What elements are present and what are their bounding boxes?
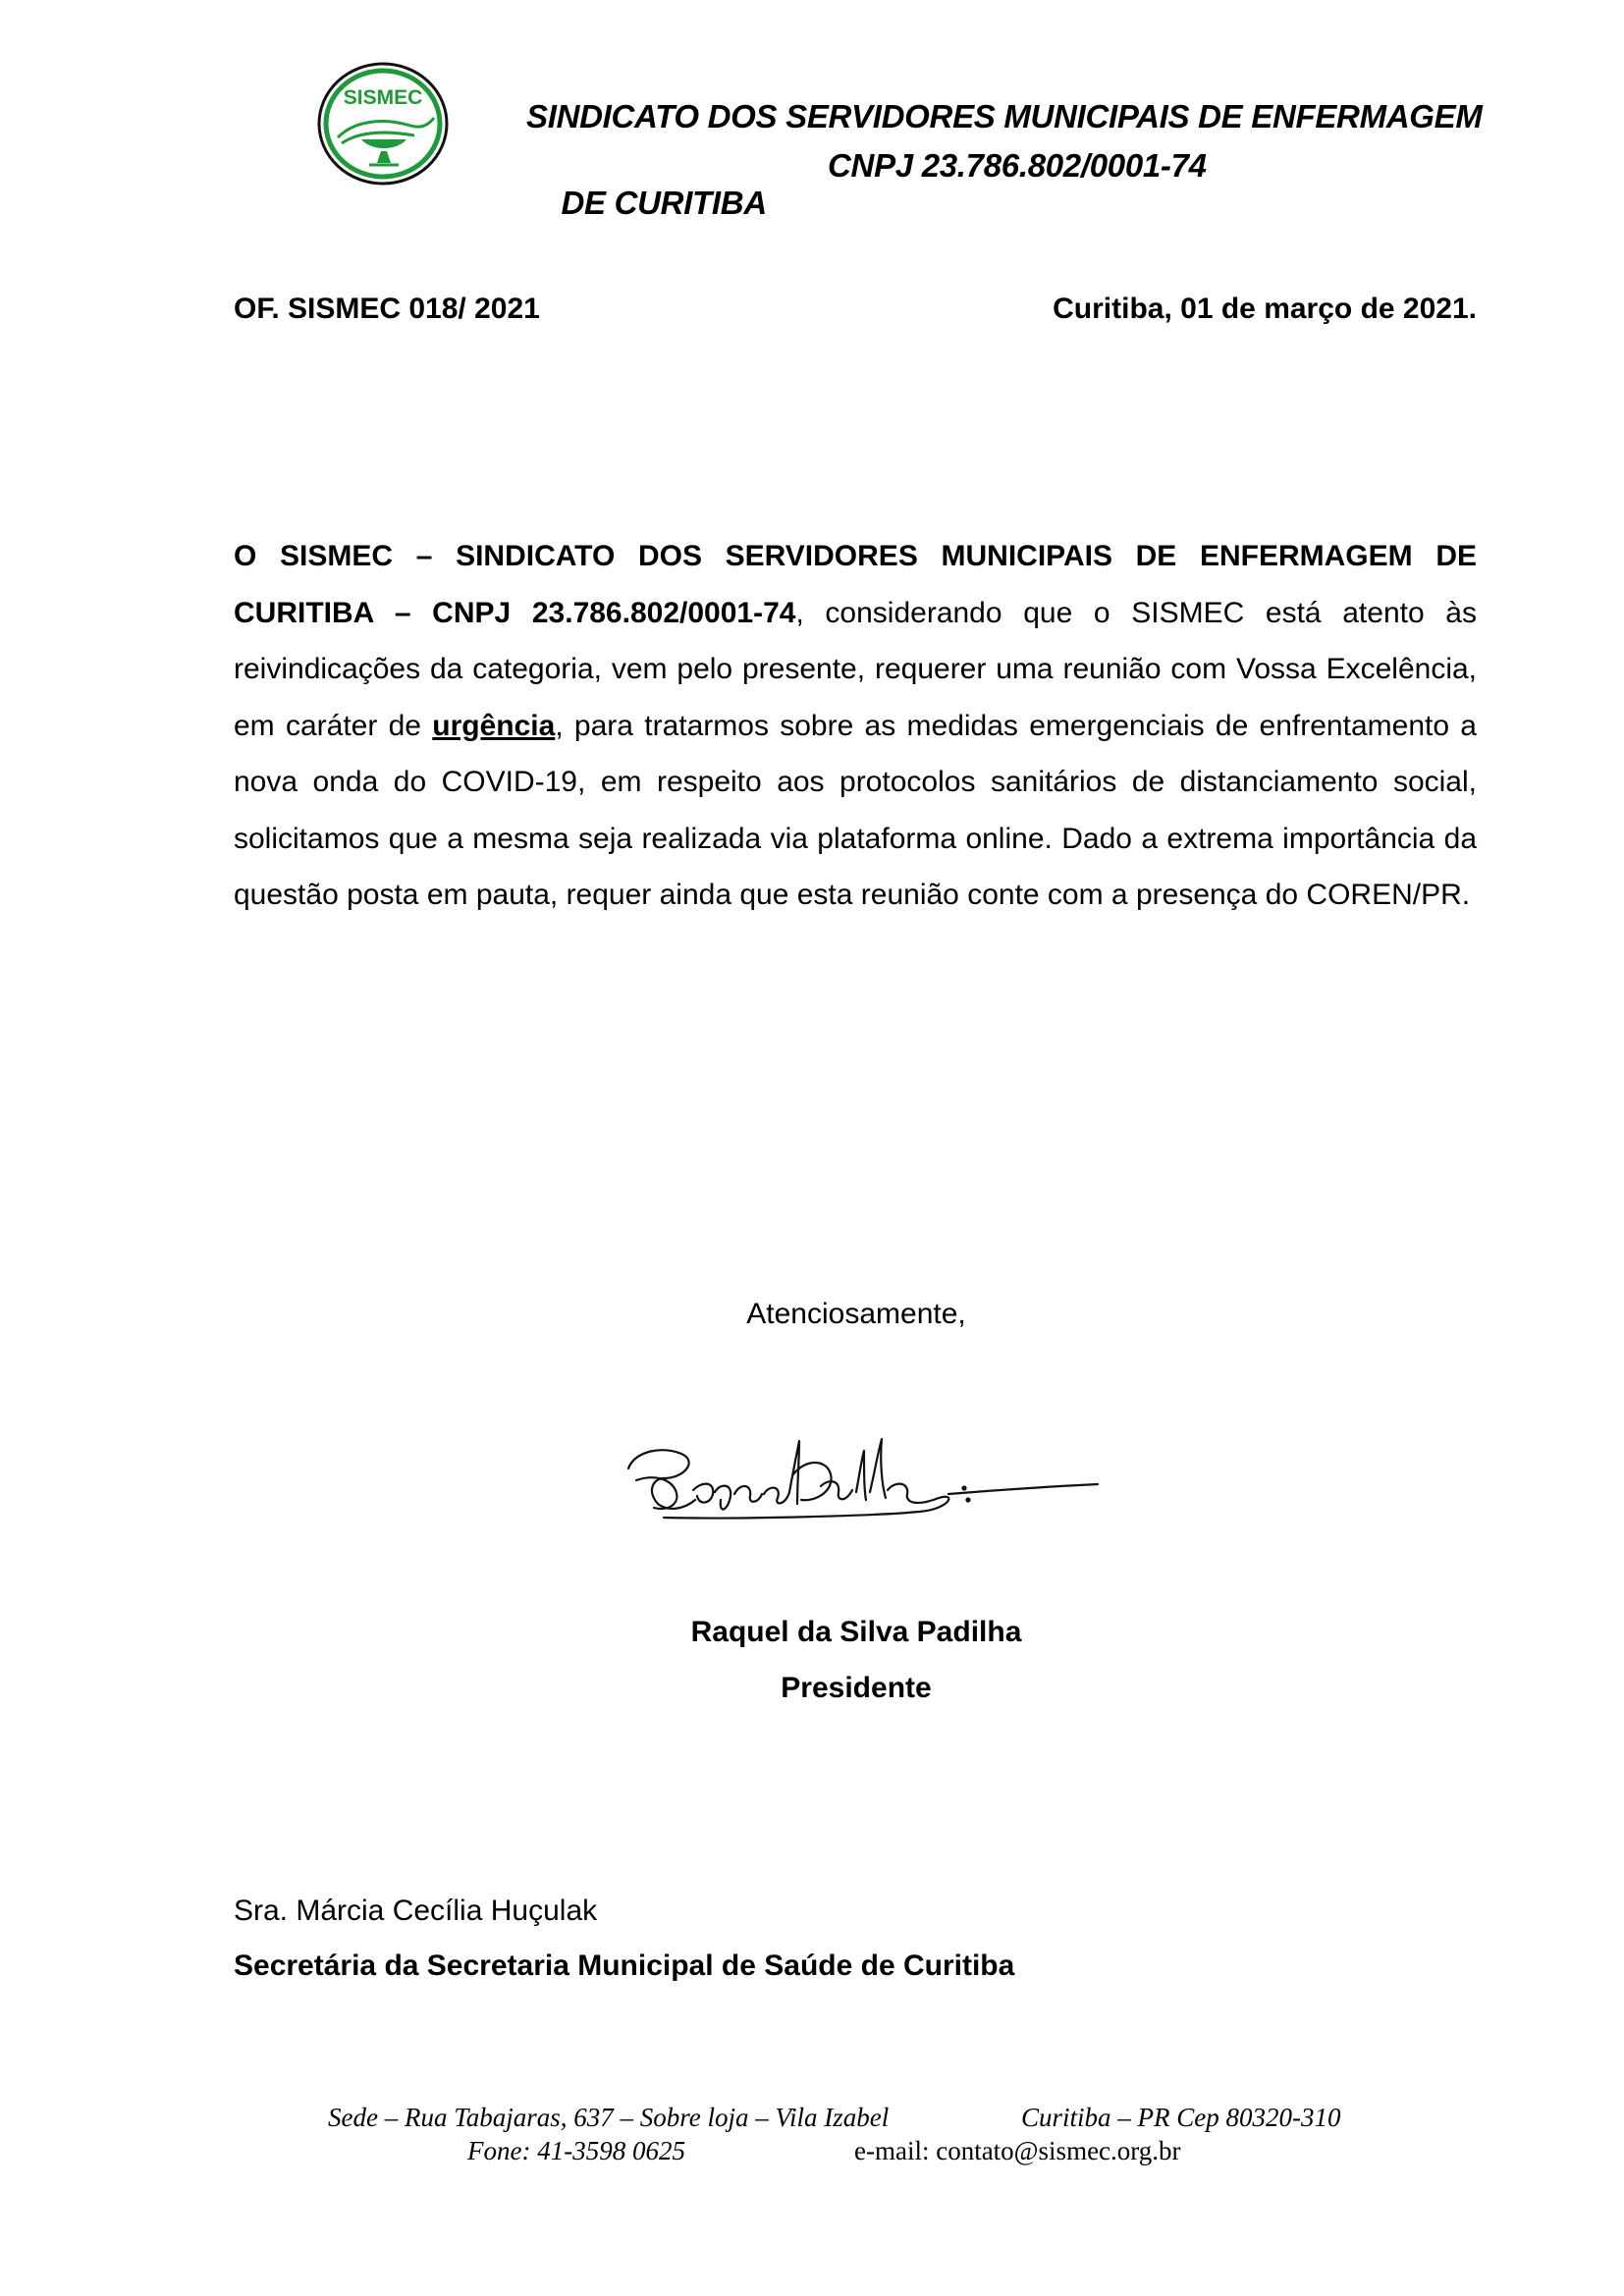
org-name-city: DE CURITIBA [561,185,767,221]
body-emphasis-urgencia: urgência [432,709,556,742]
footer-phone: Fone: 41-3598 0625 [467,2136,685,2165]
recipient-role: Secretária da Secretaria Municipal de Saúde de Curitiba [234,1949,1015,1982]
body-bold-intro: O SISMEC – SINDICATO DOS SERVIDORES MUNICIPAIS DE ENFERMAGEM DE CURITIBA – CNPJ 23.786.802/0001-74 [234,540,1477,629]
footer-email: e-mail: contato@sismec.org.br [854,2136,1181,2165]
footer-address: Sede – Rua Tabajaras, 637 – Sobre loja – Vila Izabel [328,2103,890,2132]
sismec-logo [316,61,450,187]
signer-role: Presidente [781,1672,932,1704]
org-name-line-1: SINDICATO DOS SERVIDORES MUNICIPAIS DE ENFERMAGEM [526,98,1483,134]
letter-body [234,528,1477,924]
signer-name: Raquel da Silva Padilha [690,1616,1022,1648]
handwritten-signature [624,1421,1102,1539]
body-text-1: , considerando que o SISMEC está atento às reivindicações da categoria, vem pelo presente, requerer uma reunião com Vossa Excelência, em caráter de [234,596,1477,742]
org-name-line-2 [526,147,1207,296]
body-text-2: , para tratarmos sobre as medidas emergenciais de enfrentamento a nova onda do COVID-19, em respeito aos protocolos sanitários de distanciamento social, solicitamos que a mesma seja realizada via plataforma online. Dado a extrema importância da questão posta em pauta, requer ainda que esta reunião conte com a presença do COREN/PR. [234,709,1477,911]
place-date: Curitiba, 01 de março de 2021. [1053,293,1477,325]
salutation: Atenciosamente, [746,1298,966,1330]
org-cnpj: CNPJ 23.786.802/0001-74 [828,147,1207,184]
office-number: OF. SISMEC 018/ 2021 [234,293,540,325]
recipient-name: Sra. Márcia Cecília Huçulak [234,1895,598,1927]
logo-text: SISMEC [343,86,423,109]
footer-city: Curitiba – PR Cep 80320-310 [1021,2103,1341,2132]
